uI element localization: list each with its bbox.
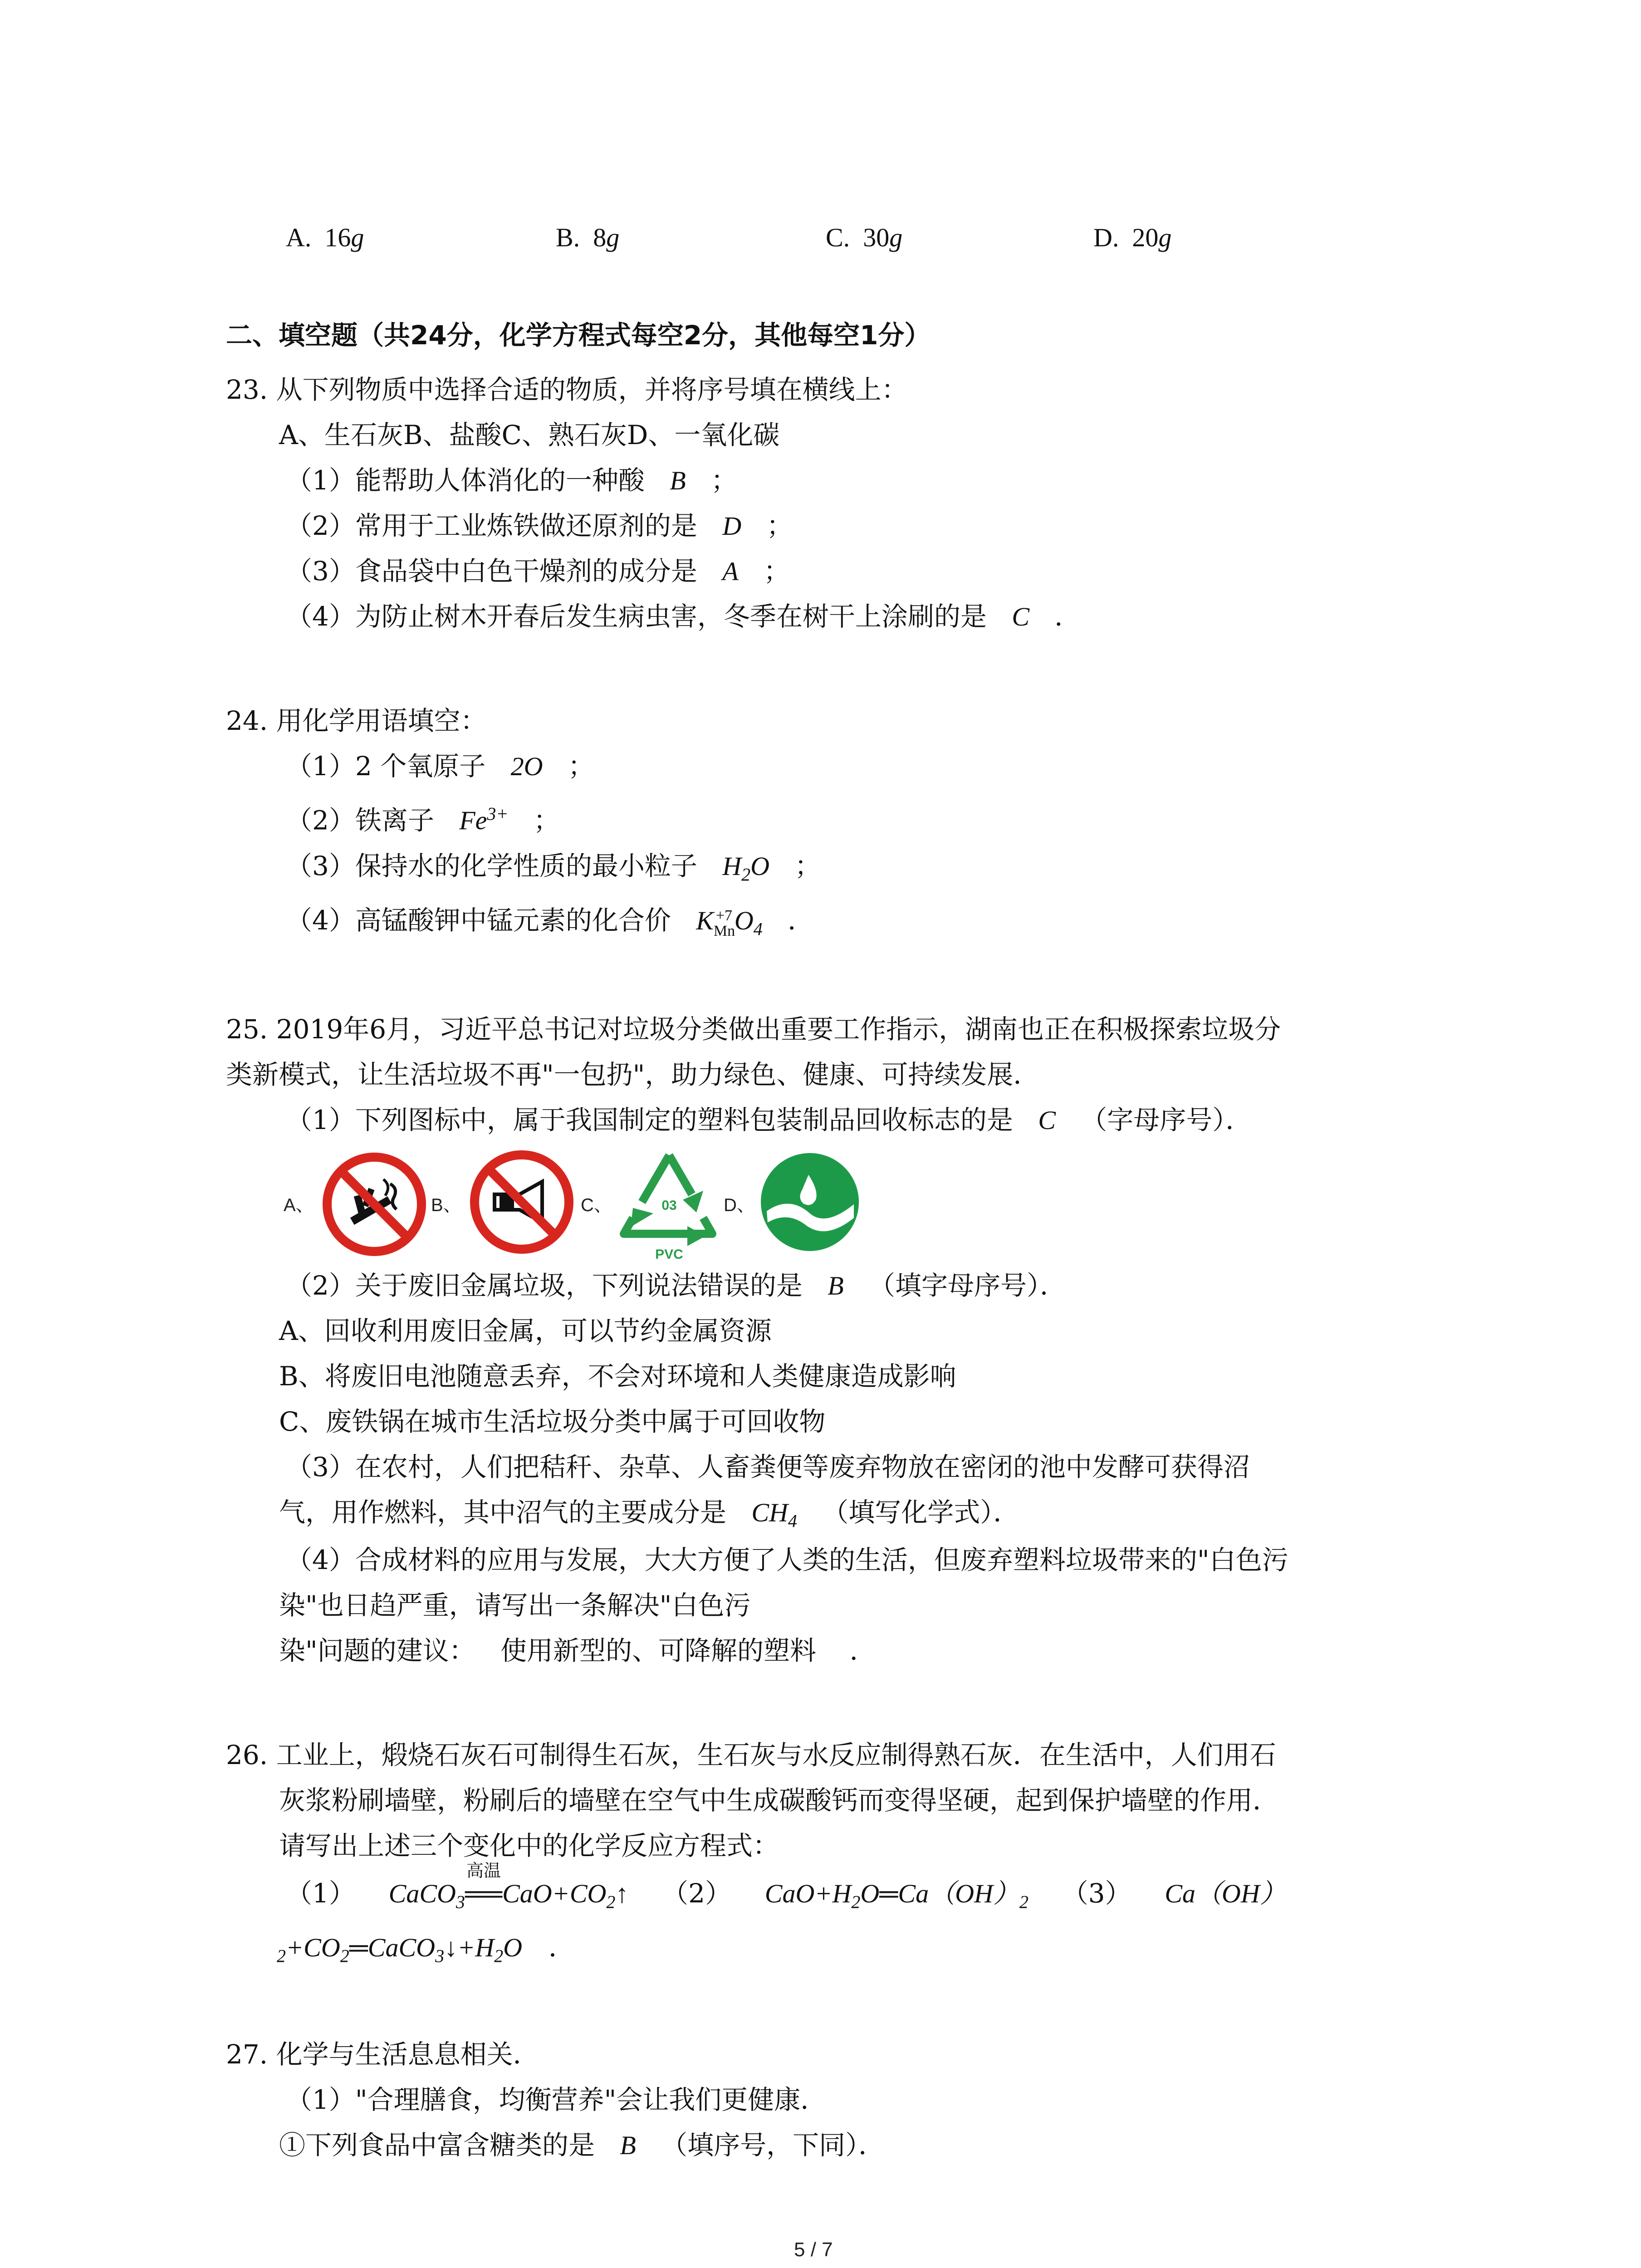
q23-part2: （2）常用于工业炼铁做还原剂的是 D ； [286,510,793,541]
icon-label-b: B、 [431,1195,461,1215]
water-saving-icon [758,1150,862,1254]
q24-part4: （4）高锰酸钾中锰元素的化合价 K +7 Mn $O_4$ ． [286,905,814,939]
q25-answer2: B [828,1271,844,1300]
q24-answer3: $H_2O$ [722,851,769,885]
option-b: B. 8g [556,223,620,252]
pvc-recycling-icon [615,1145,724,1263]
icon-label-c: C、 [581,1195,612,1215]
q25-option-a: A、回收利用废旧金属，可以节约金属资源 [279,1315,772,1346]
q25-option-c: C、废铁锅在城市生活垃圾分类中属于可回收物 [279,1406,826,1437]
q24-part2: （2）铁离子 $Fe^{3+}$ ； [286,804,560,836]
option-a: A. 16g [286,223,364,252]
icon-label-d: D、 [724,1195,755,1215]
option-d: D. 20g [1093,223,1172,252]
section-heading: 二、填空题（共24分，化学方程式每空2分，其他每空1分） [226,320,931,351]
q25-part3-line2: 气，用作燃料，其中沼气的主要成分是 $CH_4$ （填写化学式）． [279,1497,1020,1531]
q25-part4-line3: 染"问题的建议： 使用新型的、可降解的塑料 ． [279,1635,876,1666]
q23-answer1: B [670,466,686,495]
q24-part3: （3）保持水的化学性质的最小粒子 $H_2O$ ； [286,850,821,885]
equation-1: CaCO$_3$ 高温 $══CaO+CO_2↑$ [388,1862,629,1912]
pvc-label: PVC [655,1247,683,1262]
q27-answer2: B [620,2131,636,2160]
pvc-number: 03 [661,1198,677,1213]
q25-answer1: C [1038,1105,1056,1135]
q26-stem-line3: 请写出上述三个变化中的化学反应方程式： [279,1830,779,1861]
q25-part4-line2: 染"也日趋严重，请写出一条解决"白色污 [279,1590,751,1621]
no-smoking-icon [322,1152,426,1256]
equation-2: $CaO+H_2O═Ca(OH)_2$ [764,1879,1029,1912]
q23-part4: （4）为防止树木开春后发生病虫害，冬季在树干上涂刷的是 C ． [286,601,1081,632]
q25-stem-line2: 类新模式，让生活垃圾不再"一包扔"，助力绿色、健康、可持续发展． [226,1059,1040,1090]
q23-answer2: D [722,511,742,541]
q26-stem-line1: 26. 工业上，煅烧石灰石可制得生石灰，生石灰与水反应制得熟石灰．在生活中，人们用石 [226,1740,1276,1770]
q24-part1: （1）2 个氧原子 2O ； [286,751,594,782]
q25-part4-line1: （4）合成材料的应用与发展，大大方便了人类的生活，但废弃塑料垃圾带来的"白色污 [286,1545,1288,1575]
icon-label-a: A、 [284,1195,314,1215]
q24-answer1: 2O [510,752,543,781]
q24-stem: 24. 用化学用语填空： [226,705,487,736]
q24-answer2: $Fe^{3+}$ [459,804,509,836]
q23-part1: （1）能帮助人体消化的一种酸 B ； [286,465,737,496]
q25-answer4: 使用新型的、可降解的塑料 [500,1635,817,1666]
q27-stem: 27. 化学与生活息息相关． [226,2039,539,2070]
q25-part2: （2）关于废旧金属垃圾，下列说法错误的是 B （填字母序号）． [286,1270,1066,1301]
q23-stem: 23. 从下列物质中选择合适的物质，并将序号填在横线上： [226,374,908,405]
page-number: 5 / 7 [794,2239,833,2261]
q25-part1: （1）下列图标中，属于我国制定的塑料包装制品回收标志的是 C （字母序号）． [286,1105,1252,1135]
q26-equations-line1: （1） CaCO$_3$ 高温 $══CaO+CO_2↑$ （2） $CaO+H_2O═Ca(OH)_2$ （3） Ca（OH） [286,1862,1286,1912]
option-c: C. 30g [826,223,903,252]
q27-part2: ①下列食品中富含糖类的是 B （填序号，下同）． [279,2130,885,2160]
q26-stem-line2: 灰浆粉刷墙壁，粉刷后的墙壁在空气中生成碳酸钙而变得坚硬，起到保护墙壁的作用． [279,1785,1279,1816]
no-honking-icon [470,1150,574,1254]
equation-3-start: Ca（OH） [1165,1879,1286,1908]
q25-part3-line1: （3）在农村，人们把秸秆、杂草、人畜粪便等废弃物放在密闭的池中发酵可获得沼 [286,1452,1250,1482]
q27-part1: （1）"合理膳食，均衡营养"会让我们更健康． [286,2084,827,2115]
q23-answer4: C [1012,602,1029,631]
equation-3-cont: $_2+CO_2═CaCO_3↓+H_2O$ ． [277,1933,575,1966]
q25-stem-line1: 25. 2019年6月，习近平总书记对垃圾分类做出重要工作指示，湖南也正在积极探索垃圾分 [226,1014,1281,1045]
q23-part3: （3）食品袋中白色干燥剂的成分是 A ； [286,556,790,587]
q25-answer3: $CH_4$ [751,1498,797,1531]
q23-answer3: A [722,557,739,586]
q25-option-b: B、将废旧电池随意丢弃，不会对环境和人类健康造成影响 [279,1361,956,1392]
q23-choices: A、生石灰B、盐酸C、熟石灰D、一氧化碳 [279,420,780,450]
q24-answer4: K +7 Mn $O_4$ [696,906,763,939]
